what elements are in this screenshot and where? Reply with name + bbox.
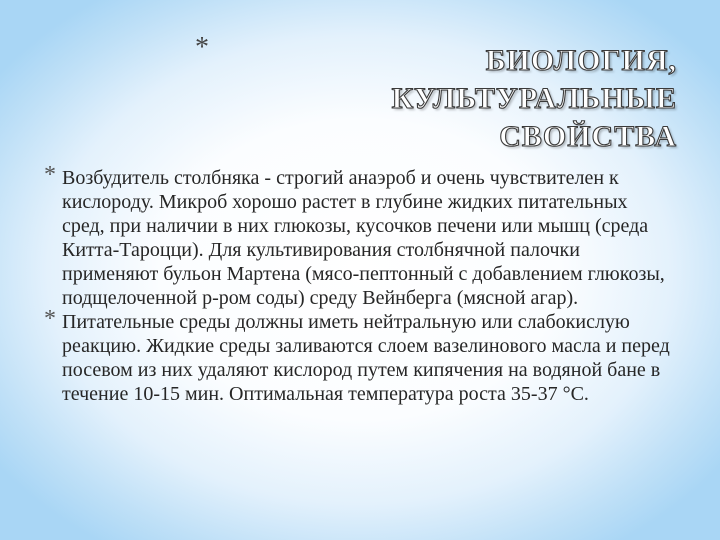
paragraph-text: Питательные среды должны иметь нейтральную или слабокислую реакцию. Жидкие среды заливаются слоем вазелинового масла и перед посевом из них удаляют кислород путем кипячения на водяной бане в течение 10-15 мин. Оптимальная температура роста 35-37 °С.	[62, 311, 670, 405]
title-bullet-icon: *	[195, 32, 209, 63]
slide-body	[44, 162, 674, 406]
paragraph-text: Возбудитель столбняка - строгий анаэроб и очень чувствителен к кислороду. Микроб хорошо растет в глубине жидких питательных сред, при наличии в них глюкозы, кусочков печени или мышц (среда Китта-Тароцци). Для культивирования столбнячной палочки применяют бульон Мартена (мясо-пептонный с добавлением глюкозы, подщелоченной р-ром соды) среду Вейнберга (мясной агар).	[62, 167, 665, 309]
paragraph-nutrient-media	[44, 306, 674, 406]
slide-title: БИОЛОГИЯ, КУЛЬТУРАЛЬНЫЕ СВОЙСТВА	[391, 44, 677, 153]
paragraph-tetanus-cultivation	[44, 162, 674, 310]
bullet-icon: *	[44, 306, 56, 332]
bullet-icon: *	[44, 162, 56, 188]
